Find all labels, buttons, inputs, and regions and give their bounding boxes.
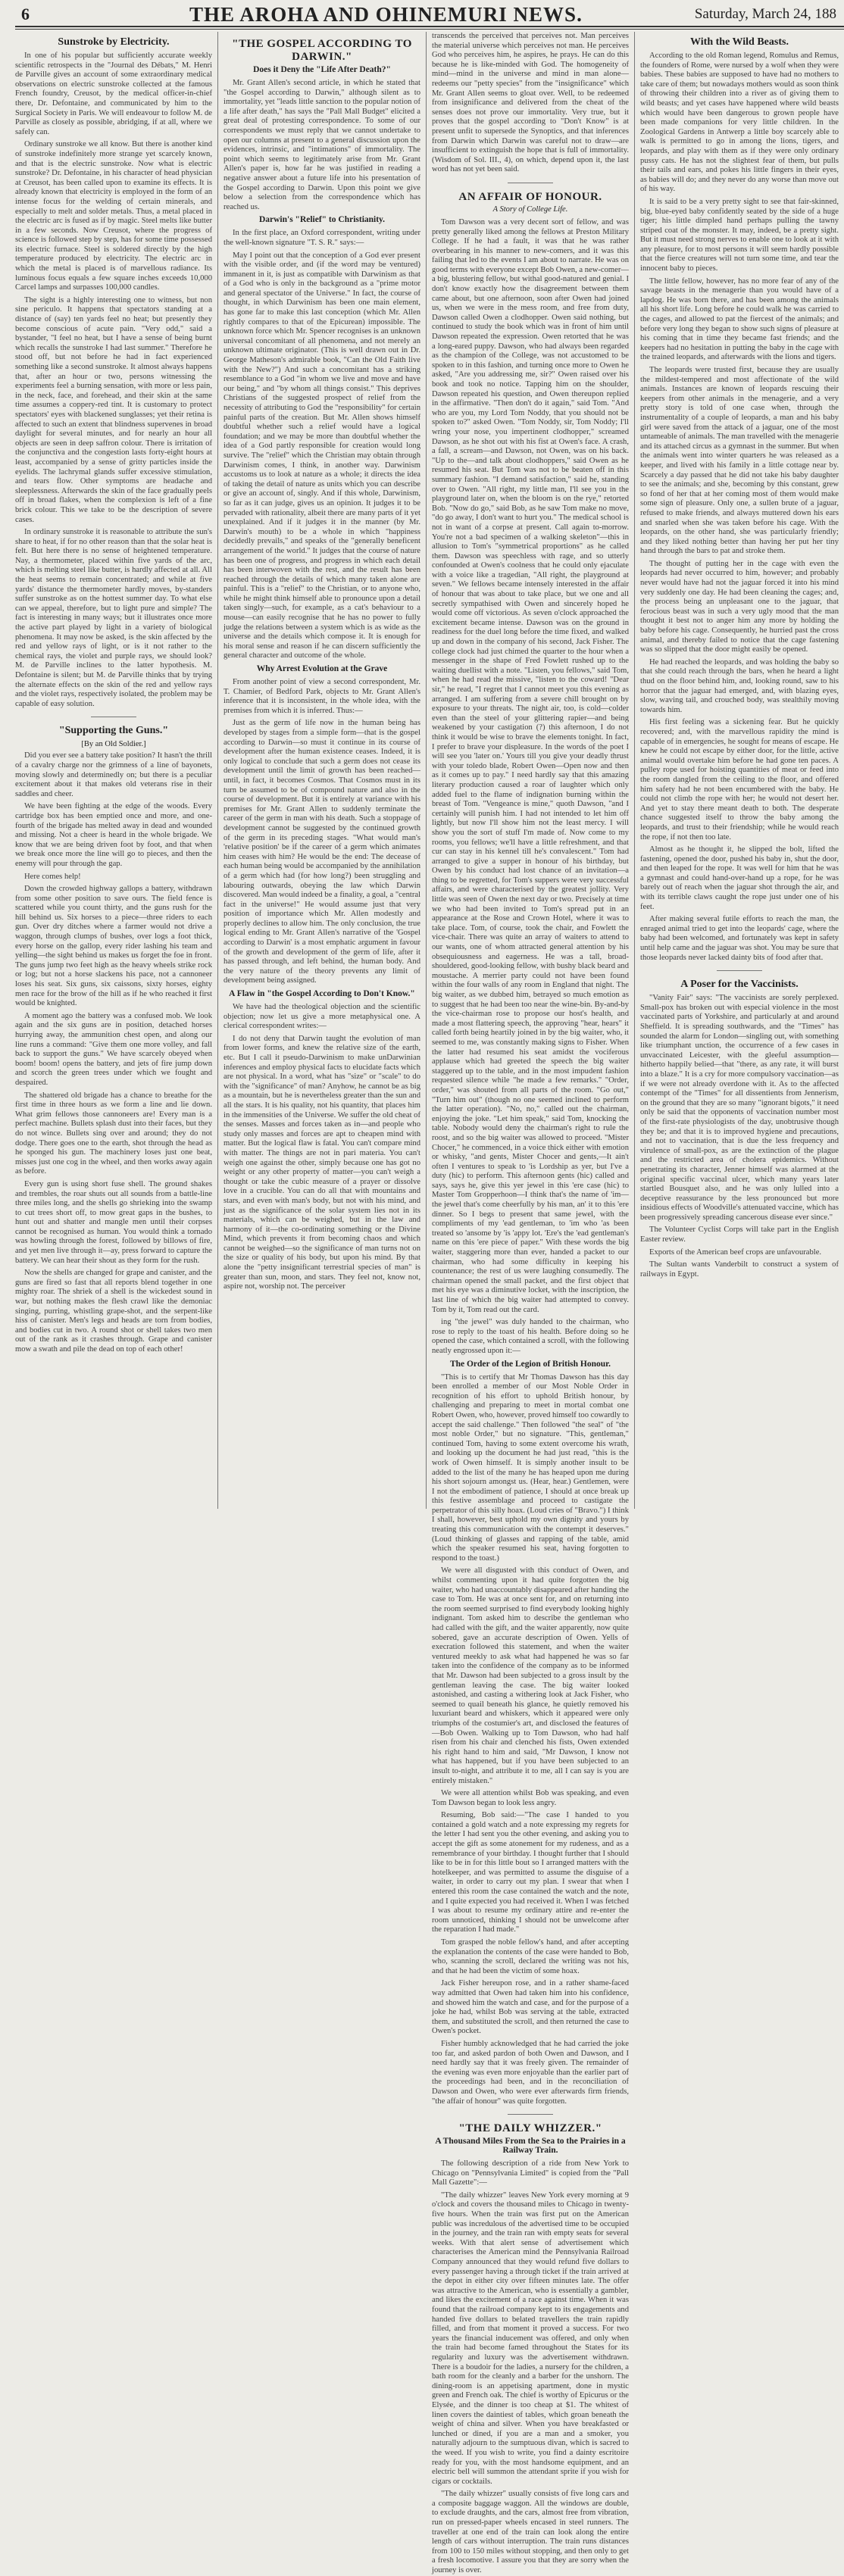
separator xyxy=(508,2114,553,2115)
column-divider xyxy=(426,32,427,1509)
paragraph: Tom Dawson was a very decent sort of fellow, and was pretty generally liked among the fellows at Preston Military College. If he had a fault, it was that he was rather overbearing in his manner to new-comers, and it was this failing that led to the events I am about to narrate. He was on good terms with everyone except Bob Owen, a new-comer—a big, blustering fellow, but withal good-natured and genial. I don't know exactly how the disagreement between them came about, but one afternoon, soon after Owen had joined us, when we were in the mess room, and free from duty, Dawson called Owen a clodhopper. Owen said nothing, but continued to study the book which was in front of him until Dawson repeated the expression. Owen retorted that he was a long-eared puppy. Dawson, who had always been regarded as the champion of the College, was not accustomed to be spoken to in this fashion, and turning once more to Owen he asked, "Are you addressing me, sir?" Owen raised over his book and took no notice. Tapping him on the shoulder, Dawson repeated his question, and Owen thereupon replied in the affirmative. "Then don't do it again," said Tom. "And who are you, my Lord Tom Noddy, that you should not be spoken to?" asked Owen. "Tom Noddy, sir, Tom Noddy; I'll wring your nose, you impertinent clodhopper," screamed Dawson, as he shot out with his fist at Owen's face. A crash, a fall, a scream—and Dawson, not Owen, was on his back. "Up to the—and talk about clodhoppers," said Owen as he resumed his seat. But Tom was not to be beaten off in this summary fashion. "I demand satisfaction," said he, standing over to Owen. "All right, my little man, I'll see you in the playground later on, when the bloom is on the rye," retorted Bob. "Now do go," said Bob, as he saw Tom make no move, "do go away, I don't want to hurt you." The medical school is not in want of a corpse at present. Call again to-morrow. You're not a bad specimen of a walking skeleton"—this in allusion to Tom's "symmetrical proportions" as he called them. Dawson was speechless with rage, and so utterly confounded at Owen's coolness that he could only ejaculate with a voice like a tragedian, "All right, the playground at seven." We fellows became intensely interested in the affair of honour that was about to take place, but we one and all secretly sympathised with Owen and sincerely hoped he would come off victorious. As seven o'clock approached the excitement became intense. Dawson was on the ground in readiness for the duel long before the time fixed, and walked up and down in the company of his second, Jack Fisher. The college clock had just chimed the quarter to the hour when a messenger in the shape of Fred Fowlett rushed up to the waiting duellist with a note. "Listen, you fellows," said Tom, when he had read the missive, "listen to the coward! "Dear sir," he read, "I regret that I cannot meet you this evening as arranged. I am suffering from a severe chill brought on by exposure to your threats. The night air, too, is cold—colder even than the steel of your glittering rapier—and being weakened by your castigation (?) this afternoon, I do not think it would be wise to brave the elements tonight. In fact, I prefer to brave your displeasure. In the words of the poet I will see you 'later on.' Yours till you give your deadly thrust with your toledo blade, Robert Owen—Open now and then as it comes up to pay." I need hardly say that this amazing literary production caused a roar of laughter which only added fuel to the flame of indignation burning within the breast of Tom. "Vengeance is mine," quoth Dawson, "and I certainly will punish him. I had not intended to let him off lightly, but now I'll show him not the least mercy. I will show you the sort of stuff I'm made of. Now come to my rooms, you fellows; we'll have a little refreshment, and that cur can stay in his kennel till he's convalescent." Tom had arranged to give a supper in honour of his birthday, but Owen by his conduct had lost chance of an invitation—a thing to be regretted, for Tom's suppers were very successful affairs, and were characterised by the greatest jollity. Very little was seen of Owen the next day or two. Precisely at time we who had been invited to Tom's spread put in an appearance at the Rose and Crown Hotel, where it was to take place. Tom, of course, took the chair, and Fowlett the vice-chair. There was quite an array of waiters to attend to our wants, one of whom attracted general attention by his obsequiousness and eagerness. He was a tall, broad-shouldered, good-looking fellow, with bushy black beard and moustache. A merrier party could not have been found within the four walls of any room in England that night. The big waiter, as we dubbed him, betrayed so much emotion as to suggest that he had been too near the wine-bin. By-and-by the vice-chairman rose to propose our host's health, and made a most flattering speech, the approving "hear, hears" it called forth being heartily joined in by the big waiter, who, it seemed to me, was constantly making signs to Fisher. When the latter had resumed his seat amidst the vociferous applause which had greeted the speech the big waiter staggered up to the table, and in the most impudent fashion requested silence while "he made a few remarks." "Order, order," was shouted from all parts of the room. "Go out," "Turn him out" (though no one seemed inclined to perform the latter operation). "No, no," called out the chairman, enjoying the joke. "Let him speak," said Tom, knocking the table. Nobody would deny the chairman's right to rule the roost, and so the big waiter was allowed to proceed. "Mister Chocer," he commenced, in a voice thick either with emotion or whisky, "and gents, Mister Chocer and gents,—It ain't often I ventures to speak to 'is Lordship as yer, but I've a duty (hic) to perform. This afternoon gents (hic) called and says, says he, give this yer jewel in this 'ere case (hic) to Master Tom Gropperhoon—I think that's the name of 'im—the jewel that's come cheerfully by his man, an' it to this 'ere dinner. So I begs to present that same jewel, with the compliments of my 'ead gentleman, to 'im who 'as been treated so 'ansome by 'is 'appy lot. 'Ere's the 'ead gentleman's name on this 'ere piece of paper." With these words the big waiter, staggering more than ever, handed a packet to our chairman, who had some difficulty in keeping his countenance; the rest of us were laughing consumedly. The chairman opened the small packet, and the first object that met his eye was a diminutive locket, with the inscription, the last line of which the big waiter had attempted to convey. Tom by it, Tom read out the card. xyxy=(432,217,629,1314)
article-subheading: A Story of College Life. xyxy=(492,205,568,214)
column-2 xyxy=(224,32,420,1509)
section-heading: Darwin's "Relief" to Christianity. xyxy=(258,215,386,225)
paragraph: Exports of the American beef crops are unfavourable. xyxy=(649,1247,822,1257)
article-heading: AN AFFAIR OF HONOUR. xyxy=(458,190,602,203)
paragraph: Ordinary sunstroke we all know. But there is another kind of sunstroke indefinitely more strange yet scarcely known, and that is the electric sunstroke. Now what is electric sunstroke? Dr. Defontaine, in his character of head physician at Creusot, has been called upon to examine its effects. It is already known that electricity is employed in the form of an intense focus for the welding of certain minerals, and especially to melt and solder metals. Thus, a metal placed in the electric arc is fused as if by magic. Steel melts like butter in a few seconds. Now Creusot, where the progress of science is followed step by step, has for some time possessed its electric furnace. Steel is soldered directly by the high temperature produced by electricity. The electric arc in which the metal is placed is of marvellous radiance. Its luminous focus equals a few square inches exceeds 10,000 Carcel lamps and surpasses 100,000 candles. xyxy=(15,140,212,292)
paragraph: ing "the jewel" was duly handed to the chairman, who rose to reply to the toast of his health. Before doing so he opened the case, which contained a scroll, with the following neatly engrossed upon it:— xyxy=(432,1318,629,1355)
paragraph: His first feeling was a sickening fear. But he quickly recovered; and, with the marvellous rapidity the mind is capable of in emergencies, he sought for means of escape. He knew he could not escape by either door, for the little, active animal would overtake him before he had gone ten paces. A pulley rope used for hoisting quantities of meat or feed into the room dangled from the ceiling to the floor, and offered him safety had he not been encumbered with the baby. He could not climb the rope with her; he would not desert her. And yet to stay there meant death to both. The desperate chance suggested itself to throw the baby among the leopards, and trust to their friendship; while he would reach the rope, if not then too late. xyxy=(640,718,839,841)
separator xyxy=(717,970,762,971)
paragraph: Here comes help! xyxy=(24,872,81,881)
paragraph: The thought of putting her in the cage with even the leopards had never occurred to him, however; and probably never would have had not the jaguar forced it into his mind very suddenly one day. He had been cleaning the cages; and, the process being an unpleasant one to the jaguar, that ferocious beast was in such a very ugly mood that the man thought it best not to anger him any more by holding the baby before his cage. Consequently, he hurried past the cross animal, and thereby failed to notice that the cage fastening was so slipped that the door might easily be opened. xyxy=(640,559,839,654)
paragraph: The Sultan wants Vanderbilt to construct a system of railways in Egypt. xyxy=(640,1260,839,1279)
paragraph: According to the old Roman legend, Romulus and Remus, the founders of Rome, were nursed by a wolf when they were babies. These babies are supposed to have had no mothers to take care of them; but nowadays mothers would as soon think of throwing their children into a river as of giving them to wild beasts; and yet cases have happened where wild beasts which would have been dangerous to grown people have been made companions for very little children. In the Zoological Gardens in Antwerp a little boy scarcely able to walk is permitted to go in among the lions, tigers, and leopards, and play with them as if they were only ordinary pussy cats. He has not the slightest fear of them, but pulls their tails and ears, and pokes his little fingers in their eyes, as babies will do; and they never do any worse than move out of his way. xyxy=(640,52,839,194)
article-subheading: A Thousand Miles From the Sea to the Prairies in a Railway Train. xyxy=(435,2137,626,2156)
page-number: 6 xyxy=(21,5,30,23)
paragraph: Now the shells are changed for grape and canister, and the guns are fired so fast that all reports blend together in one mighty roar. The shriek of a shell is the wickedest sound in war, but nothing makes the flesh crawl like the demoniac singing, purring, whistling grape-shot, and the serpent-like hiss of canister. Men's legs and heads are torn from bodies, and bodies cut in two. A round shot or shell takes two men out of the rank as it crashes through. Grape and canister mow a swath and pile the dead on top of each other! xyxy=(15,1269,212,1354)
paragraph: He had reached the leopards, and was holding the baby so that she could reach through the bars, when he heard a light thud on the floor behind him, and, looking round, saw to his horror that the jaguar had emerged, and, with blazing eyes, slow, waving tail, and crouched body, was stealthily moving towards him. xyxy=(640,657,839,714)
paragraph: In the first place, an Oxford correspondent, writing under the well-known signature "T. S. R." says:— xyxy=(224,229,420,247)
column-4 xyxy=(640,32,839,1509)
article-heading: "THE DAILY WHIZZER." xyxy=(458,2122,602,2135)
paragraph: From another point of view a second correspondent, Mr. T. Chamier, of Bedford Park, objects to Mr. Grant Allen's inference that it is inconsistent, in the whole idea, with the premises from which it is inferred. Thus:— xyxy=(224,678,420,715)
section-heading: Why Arrest Evolution at the Grave xyxy=(256,664,388,674)
paragraph: In ordinary sunstroke it is reasonable to attribute the sun's share to heat, if for no other reason than that the solar heat is felt. But here there is no sense of heightened temperature. Nay, a thermometer, placed within five yards of the arc, which is melting steel like butter, is hardly affected at all. All the heat seems to remain concentrated; and while at five yards' distance the thermometer hardly moves, by-standers suffer sunstroke as on the hottest summer day. To what else can we appeal, therefore, but to light pure and simple? The fact is interesting in many ways; but it illustrates once more the active part played by light in a variety of biological phenomena. It may now be asked, is the skin affected by the red and yellow rays of light, or is it not rather to the chemical rays, the violet and purple rays, we should look? M. de Parville inclines to the latter hypothesis. M. Defontaine is silent; but M. de Parville thinks that by trying the alternate effects on the skin of the red and yellow rays and the violet rays, respectively isolated, the problem may be capable of easy solution. xyxy=(15,528,212,708)
article-heading: Sunstroke by Electricity. xyxy=(58,36,170,48)
column-divider xyxy=(634,32,635,1509)
section-heading: A Flaw in "the Gospel According to Don't Know." xyxy=(229,989,415,999)
paragraph: I do not deny that Darwin taught the evolution of man from lower forms, and knew the relative size of the earth, etc. But I call it pseudo-Darwinism to make unDarwinian inferences and employ physical facts to elucidate facts which are not physical. In a word, what has "size" or "scale" to do with the "significance" of man? Anyhow, he cannot be as big as a mountain, but he is nevertheless greater than the sun and all the stars. It is his quality, not his quantity, that places him in the immensities of the Universe. We suffer the old cheat of the senses. Masses and forces taken as in—and people who study only masses and forces are apt to cheapen mind with matter. But the logical flaw is fatal. You can't compare mind with matter. The things are not in pari materia. You can't weigh one against the other, simply because one has got no weight or any other property of matter—you can't weigh a thought or take the cubic measure of a prayer or dissolve love in a crucible. You can do all that with mountains and stars, and even with man's body, but not with his mind, and just as the significance of the solar system lies not in its materials, which can be weighed, but in the law and harmony of it—the co-ordinating something or the Divine Mind, which prevents it from becoming chaos and which cannot be weighed—so the significance of man turns not on the size or quality of his body, but upon his mind. By that alone the "petty insignificant terrestrial species of man" is greater than sun, moon, and stars. They feel not, know not, aspire not, worship not. The perceiver xyxy=(224,1034,420,1291)
paragraph: Just as the germ of life now in the human being has developed by stages from a simple form—that is the gospel according to Darwin—so must it continue in its course of development after the human existence ceases. Indeed, it is only logical to conclude that such a germ does not cease its development until the limit of growth has been reached—until, in fact, it becomes Cosmos. That Cosmos must in its turn be assumed to be of compound nature and also in the course of development. But it is entirely at variance with his premises for Mr. Grant Allen to suddenly terminate the career of the germ in man with his death. Such a stoppage of development cannot be suggested by the continued growth of the germ in its preceding stages. "What would man's 'relative position' be if the career of a germ which animates him ceases with him? He would be the end: The decease of each human being would be accompanied by the annihilation of a germ which had (for how long?) been struggling and labouring outwards, obeying the law which Darwin discovered. Man would indeed be a finality, a goal, a "central fact in the universe!" He would assume just that very position of importance which Mr. Allen modestly and properly declines to allow him. The only conclusion, the true logical ending to Mr. Grant Allen's narrative of the 'Gospel according to Darwin' is a most emphatic argument in favour of the growth and development of the germ of life, after it has passed through, and left behind, the human body. And the very nature of the theory prevents any limit of development being assigned. xyxy=(224,719,420,985)
masthead xyxy=(0,0,844,26)
paragraph: Almost as he thought it, he slipped the bolt, lifted the fastening, opened the door, pushed his baby in, shut the door, and then leaped for the rope. It was well for him that he was a gymnast and could hand-over-hand up a rope, for he was barely out of reach when the jaguar shot through the air, and with its terrible claws caught the rope just under one of his feet. xyxy=(640,845,839,911)
paragraph: The Volunteer Cyclist Corps will take part in the English Easter review. xyxy=(640,1226,839,1244)
paragraph: "The daily whizzer" usually consists of five long cars and a composite baggage waggon. All the windows are double, to exclude draughts, and the cars, almost free from vibration, run on pressed-paper wheels encased in steel runners. The traveller at one end of the train can look along the entire length of cars without interruption. The train runs distances from 100 to 150 miles without stopping, and then only to get a fresh locomotive. I assure you that they are sorry when the journey is over. xyxy=(432,2490,629,2575)
article-heading: A Poser for the Vaccinists. xyxy=(680,979,799,991)
paragraph: "Vanity Fair" says: "The vaccinists are sorely perplexed. Small-pox has broken out with especial violence in the most vaccinated parts of Yorkshire, and particularly at and around Sheffield. It is spreading southwards, and the "Times" has sounded the alarm for London—singling out, with something like triumphant unction, the occurrence of a few cases in unvaccinated Leicester, with the gleeful assumption—hitherto happily belied—that "there, as any rate, it will burst into a blaze." It is a cry for more compulsory vaccination—as if we were not already overdone with it. As to the affected contempt of the "Times" for all dissentients from Jennerism, on the ground that they are so many "ignorant bigots," it need only be said that the opponents of vaccination number most of the first-rate physiologists of the day, unobtrusive though they be; and that it is to improved hygiene and precautions, and not to vaccination, that is due the less frequency and virulence of small-pox, as are the extinction of the plague and the restricted area of cholera epidemics. Without penetrating its character, Jenner himself was alarmed at the original specific vaccinal ulcer, which many years later startled Bousquet also, and he was only lulled into a deceptive reassurance by the less pronounced but more insidious effects of Woodville's attenuated vaccine, which has been progressively spreading cancerous disease ever since." xyxy=(640,994,839,1222)
paragraph: Did you ever see a battery take position? It hasn't the thrill of a cavalry charge nor the grimness of a line of bayonets, moving slowly and determinedly on; but there is a peculiar excitement about it that makes old veterans rise in their saddles and cheer. xyxy=(15,751,212,798)
paragraph: transcends the perceived that perceives not. Man perceives the material universe which perceives not man. He perceives God who perceives him, he aspires, he prays. He can do this because he is like-minded with God. The homogeneity of mind—mind in the universe and mind in man alone—redeems our "petty species" from the "insignificance" which Mr. Grant Allen seems to gloat over. Well, to be redeemed from insignificance and delivered from the cheat of the senses does not prove our immortality. Very true, but it proves that the gospel according to "Don't Know" is at present unfit to supersede the Synoptics, and that inferences from Darwin which Darwin was careful not to draw—are insufficient to extinguish the hope that is full of immortality. (Wisdom of Sol. III., 4), on which, depend upon it, the last word has not yet been said. xyxy=(432,32,629,174)
paragraph: After making several futile efforts to reach the man, the enraged animal tried to get into the leopards' cage, where the baby had been welcomed, and fortunately was kept in safety until help came and the jaguar was shot. You may be sure that those leopards never lacked dainty bits of food after that. xyxy=(640,915,839,962)
paragraph: We have had the theological objection and the scientific objection; now let us give a more metaphysical one. A clerical correspondent writes:— xyxy=(224,1003,420,1031)
paragraph: A moment ago the battery was a confused mob. We look again and the six guns are in position, detached horses hurrying away, the ammunition chest open, and along our line runs a command: "Give them one more volley, and fall back to support the guns." We have scarcely obeyed when boom! boom! opens the battery, and jets of fire jump down and scorch the green trees under which we fought and despaired. xyxy=(15,1011,212,1087)
article-heading: With the Wild Beasts. xyxy=(690,36,789,48)
paragraph: Every gun is using short fuse shell. The ground shakes and trembles, the roar shuts out all sounds from a battle-line three miles long, and the shells go shrieking into the swamp to cut trees short off, to mow great gaps in the bushes, to hunt out and shatter and mangle men until their corpses cannot be recognised as human. You would think a tornado was howling through the forest, followed by billows of fire, and yet men live through it—ay, press forward to capture the battery. We can hear their shout as they form for the rush. xyxy=(15,1179,212,1265)
paragraph: The following description of a ride from New York to Chicago on "Pennsylvania Limited" is copied from the "Pall Mall Gazette":— xyxy=(432,2159,629,2187)
paragraph: Jack Fisher hereupon rose, and in a rather shame-faced way admitted that Owen had taken him into his confidence, and showed him the watch and case, and for the purpose of a joke he had, whilst Bob was serving at the table, extracted them, and substituted the scroll, and then returned the case to Owen's pocket. xyxy=(432,1979,629,2036)
column-3 xyxy=(432,32,629,2575)
paragraph: We were all attention whilst Bob was speaking, and even Tom Dawson began to look less angry. xyxy=(432,1789,629,1807)
paragraph: The little fellow, however, has no more fear of any of the savage beasts in the menagerie than you would have of a lapdog. He was born there, and has been among the animals all his short life. Long before he could walk he was carried to the cages, and allowed to pat the fiercest of the animals; and before very long they began to show such signs of pleasure at his coming that in time they became fast friends; and the keepers had no hesitation in putting the baby in the cage with the trained leopards, and afterwards with the lions and tigers. xyxy=(640,276,839,362)
article-subheading: Does it Deny the "Life After Death?" xyxy=(253,65,391,74)
paragraph: Tom grasped the noble fellow's hand, and after accepting the explanation the contents of the case were handed to Bob, who, scanning the scroll, declared the writing was not his, and that he had been the victim of some hoax. xyxy=(432,1938,629,1975)
masthead-rule-thin xyxy=(15,29,844,30)
paragraph: The sight is a highly interesting one to witness, but non sine periculo. It happens that spectators standing at a distance of (say) ten yards feel no heat; but presently they become conscious of acute pain. "Very odd," said a bystander, "I feel no heat, but I have a sense of being burnt which recalls the sunstroke I had last summer." Therefore he stood off, but not before he had in fact experienced something like a second sunstroke. It almost always happens that, after an hour or two, persons witnessing the experiments feel a burning sensation, with more or less pain, in the neck, face, and forehead, and their skin at the same time assumes a coppery-red tint. It is customary to protect spectators' eyes with blackened sunglasses; yet their retina is affected to such an extent that blindness supervenes in broad daylight for several minutes, and for nearly an hour all objects are seen in deep saffron colour. There is irritation of the conjunctiva and the congestion lasts forty-eight hours at least, accompanied by a sense of gritty particles inside the eyelids. The lachrymal glands suffer excessive stimulation, and tears flow. Other symptoms are headache and sleeplessness. Afterwards the skin of the face gradually peels off in broad flakes, when the complexion is left of a fine brick colour. This we take to be the description of severe cases. xyxy=(15,295,212,524)
newspaper-title: THE AROHA AND OHINEMURI NEWS. xyxy=(189,3,583,26)
paragraph: "This is to certify that Mr Thomas Dawson has this day been enrolled a member of our Most Noble Order in recognition of his effort to uphold British honour, by challenging and preparing to meet in mortal combat one Robert Owen, who, however, proved himself too cowardly to accept the said challenge." Then followed "the seal" of "the most noble Order," but no signature. "This, gentleman," continued Tom, having to some extent overcome his wrath, and looking up the document he had just read, "this is the work of Owen himself. It is simply another insult to be added to the list of the many he has heaped upon me during his short sojourn amongst us. (Hear, hear.) Gentlemen, were I not the embodiment of patience, I should at once break up this festive assemblage and proceed to castigate the perpetrator of this silly hoax. (Loud cries of "Bravo.") I think I shall, however, best uphold my own dignity and yours by treating this communication with the contempt it deserves." (Loud thinking of glasses and rapping of the table, amid which the speaker resumed his seat, having forgotten to respond to the toast.) xyxy=(432,1372,629,1563)
column-divider xyxy=(217,32,218,1509)
paragraph: We have been fighting at the edge of the woods. Every cartridge box has been emptied once and more, and one-fourth of the brigade has melted away in dead and wounded and missing. Not a cheer is heard in the whole brigade. We know that we are being driven foot by foot, and that when we break once more the line will go to pieces, and then the enemy will pour through the gap. xyxy=(15,802,212,868)
paragraph: Down the crowded highway gallops a battery, withdrawn from some other position to save ours. The field fence is scattered while you count thirty, and the guns rush for the hill behind us. Six horses to a piece—three riders to each gun. Over dry ditches where a farmer would not drive a waggon, through clumps of bushes, over logs a foot thick, every horse on the gallop, every rider lashing his team and yelling—the sight behind us makes us forget the foe in front. The guns jump two feet high as the heavy wheels strike rock or log; but not a horse slackens his pace, not a cannoneer loses his seat. Six guns, six caissons, sixty horses, eighty men race for the brow of the hill as if he who reached it first would be knighted. xyxy=(15,885,212,1008)
paragraph: Mr. Grant Allen's second article, in which he stated that "the Gospel according to Darwin," although silent as to immortality, yet "leads little sanction to the popular notion of a life after death," has says the "Pall Mall Budget" elicited a great deal of protesting correspondence. To some of our correspondents we must reply that we cannot undertake to open our columns at present to a general discussion upon the evidences, intrinsic, and "intimations" of immortality. The point which seems to legitimately arise from Mr. Grant Allen's paper is, how far he was justified in reading a negative answer about a future life into his presentation of the Gospel according to Darwin. Upon this point we give below a selection from the correspondence which has reached us. xyxy=(224,79,420,211)
paragraph: May I point out that the conception of a God ever present with the visible order, and (if the word may be ventured) immanent in it, is just as compatible with Darwinism as that of a God who is only in the background as a "prime motor and general spectator of the Universe." In fact, the course of thought, in which Darwinism has been one main element, has gone far to make this last conception (which Mr. Allen rightly compares to that of the Epicurean) impossible. The unknown force which Mr. Spencer recognises is an unknown universal concomitant of all phenomena, and not merely an unknown ultimate originator. (This is well drawn out in Dr. George Matheson's admirable book, "Can the Old Faith live with the New?") And such a concomitant has a striking resemblance to a God "in whom we live and move and have our being," and "by whom all things consist." This deprives Christians of the suggested prospect of relief from the necessity of attributing to God the "responsibility" for certain painful parts of the creation. But Mr. Allen shows himself doubtful whether such a relief would have a logical foundation; and we may be more than doubtful whether the idea of a God partly responsible for creation would long survive. The "relief" which the Christian may obtain through Darwinism comes, I think, in another way. Darwinism accustoms us to look at nature as a whole; it directs the idea of taking the detail of nature as units which you can describe or give an account of, singly. And if this whole, Darwinism, so far as it can judge, gives us an opinion. It judges it to be pervaded with rationality, albeit there are many parts of it yet unexplained. And if it judges it in the manner (by Mr. Darwin's mouth) to be a whole in which "happiness decidedly prevails," and speaks of the "generally beneficent arrangement of the world." It judges that the course of nature has been one of progress, and progress in which each detail has been interwoven with the rest, and the result has been reached through the details of which many taken alone are painful. This is a "relief" to the Christian, or to anyone who, while he might think himself able to pronounce upon a detail taken singly—such, for example, as a cat's behaviour to a mouse—can easily recognise that he has no power to fully judge the relations between a system which is as wide as the universe and the details which compose it. It is enough for his moral sense and reason if he can discern sufficiently the general character and outcome of the whole. xyxy=(224,251,420,660)
paragraph: The shattered old brigade has a chance to breathe for the first time in three hours as we form a line and lie down. What grim fellows those cannoneers are! Every man is a perfect machine. Bullets splash dust into their faces, but they do not wince. Bullets sing over and around; they do not dodge. There goes one to the earth, shot through the head as he sponged his gun. The machinery loses just one beat, misses just one cog in the wheel, and then works away again as before. xyxy=(15,1091,212,1176)
section-heading: The Order of the Legion of British Honour. xyxy=(449,1359,611,1369)
paragraph: We were all disgusted with this conduct of Owen, and whilst commenting upon it had quite forgotten the big waiter, who had unaccountably disappeared after handing the case to Tom. He was at once sent for, and on returning into the room seemed surprised to find everybody looking highly indignant. Tom asked him to describe the gentleman who had called with the gift, and the waiter apparently, now quite sobered, gave an accurate description of Owen. Yells of execration followed this statement, and when the waiter ventured meekly to ask what had happened he was so far taken into the confidence of the company as to be informed that Mr. Dawson had been subjected to a gross insult by the gentleman leaving the case. The big waiter looked astonished, and casting a withering look at Jack Fisher, who seemed to quail beneath his glance, he quietly removed his luxuriant beard and whiskers, which it appeared were only triumphs of the costumier's art, and disclosed the features of —Bob Owen. Walking up to Tom Dawson, who had half risen from his chair and clenched his fists, Owen extended his right hand to him and said, "Mr Dawson, I know not what has happened, but if you have been subjected to an insult to-night, and attribute it to me, all I can say is you are entirely mistaken." xyxy=(432,1566,629,1785)
paragraph: The leopards were trusted first, because they are usually the mildest-tempered and most affectionate of the wild animals. Instances are known of leopards rescuing their keepers from other animals in the menagerie, and a very pretty story is told of one case when, through the instrumentality of a couple of leopards, a man and his baby girl were saved from the attack of a jaguar, one of the most untameable of animals. The man travelled with the menagerie and its attached circus as a gymnast in the summer. But when the animals went into winter quarters he was released as a keeper, and lived with his family in a little cottage near by. Scarcely a day passed that he did not take his baby daughter to see the animals; and she, becoming by this constant, grew so fond of her that at her coming most of them would make some sign of pleasure. Only one, a sullen brute of a jaguar, refused to make friends, and always muttered down his ears and snarled when she was taken before his cage. With the leopards, on the other hand, she was particularly friendly; and they liked nothing better than having her put her tiny hand through the bars to pat and stroke them. xyxy=(640,366,839,556)
byline: [By an Old Soldier.] xyxy=(81,740,146,749)
paragraph: Fisher humbly acknowledged that he had carried the joke too far, and asked pardon of both Owen and Dawson, and I need hardly say that it was freely given. The remainder of the evening was even more enjoyable than the earlier part of the proceedings had been, and in the reconciliation of Dawson and Owen, who were ever afterwards firm friends, "the affair of honour" was quite forgotten. xyxy=(432,2039,629,2106)
paragraph: Resuming, Bob said:—"The case I handed to you contained a gold watch and a note expressing my regrets for the letter I had sent you the other evening, and asking you to accept the gift as some atonement for my rudeness, and as a remembrance of your birthday. I thought further that I should like to be in for this little bout so I arranged matters with the hotelkeeper, and was permitted to assume the disguise of a waiter, in order to carry out my plan. I swear that when I entered this room the case contained the watch and the note, and I quite expected you had received it. When I was fetched I was about to resume my ordinary attire and re-enter the room unnoticed, thinking I should not be unwelcome after the reparation I had made." xyxy=(432,1811,629,1934)
article-heading: "THE GOSPEL ACCORDING TO DARWIN." xyxy=(232,38,412,63)
column-1 xyxy=(15,32,212,1509)
paragraph: "The daily whizzer" leaves New York every morning at 9 o'clock and covers the thousand miles to Chicago in twenty-five hours. When the train was first put on the American public was incredulous of the advertised time to be occupied in the journey, and the train ran with empty seats for several weeks. With that alert sense of advertisement which characterises the American mind the Pennsylvania Railroad Company announced that they would refund five dollars to every passenger having a through ticket if the train arrived at the depot in either city over fifteen minutes late. The offer was attractive to the American, who is essentially a gambler, and likes the excitement of a race against time. When it was found that the railroad company kept to its engagements and handed five dollars to belated travellers the train rapidly filled, and from that moment it proved a success. For two years the financial inducement was offered, and only when the train had become famed throughout the States for its regularity and luxury was the advertisement withdrawn. There is a boudoir for the ladies, a nursery for the children, a bath room for the cleanly and a barber for the unshorn. The dining-room is an appetising apartment, done in mystic green and French oak. The chief is worthy of Epicurus or the Elysée, and the dinner is too cheap at $1. The whitest of linen covers the daintiest of tables, which groan beneath the weight of china and silver. When you have breakfasted or lunched or dined, if you are a man and a smoker, you naturally adjourn to the sumptuous divan, which is sacred to the weed. If you wish to write, you find a dainty escritoire ready for you, with the most handsome equipment, and an electric bell will summon the attendant sprite if you wish for cigars or cocktails. xyxy=(432,2190,629,2486)
article-heading: "Supporting the Guns." xyxy=(58,725,169,737)
paragraph: It is said to be a very pretty sight to see that fair-skinned, big, blue-eyed baby confidently seated by the side of a huge tiger; his little dimpled hand perhaps pulling the tawny striped coat of the monster. It may, indeed, be a pretty sight. But it must need strong nerves to enable one to look at it with any pleasure, for to most persons it will seem hardly possible that the fierce creatures will not turn some time, and tear the innocent baby to pieces. xyxy=(640,197,839,273)
issue-date: Saturday, March 24, 188 xyxy=(694,6,836,22)
paragraph: In one of his popular but sufficiently accurate weekly scientific retrospects in the "Journal des Débats," M. Henri de Parville gives an account of some extraordinary medical observations on electric sunstroke collected at the famous French foundry, Creusot, by the medical officer-in-chief there, Dr. Defontaine, and communicated by him to the Surgical Society in Paris. We will endeavour to follow M. de Parville as closely as possible, abridging, if at all, where we safely can. xyxy=(15,52,212,136)
masthead-rule xyxy=(15,26,844,27)
